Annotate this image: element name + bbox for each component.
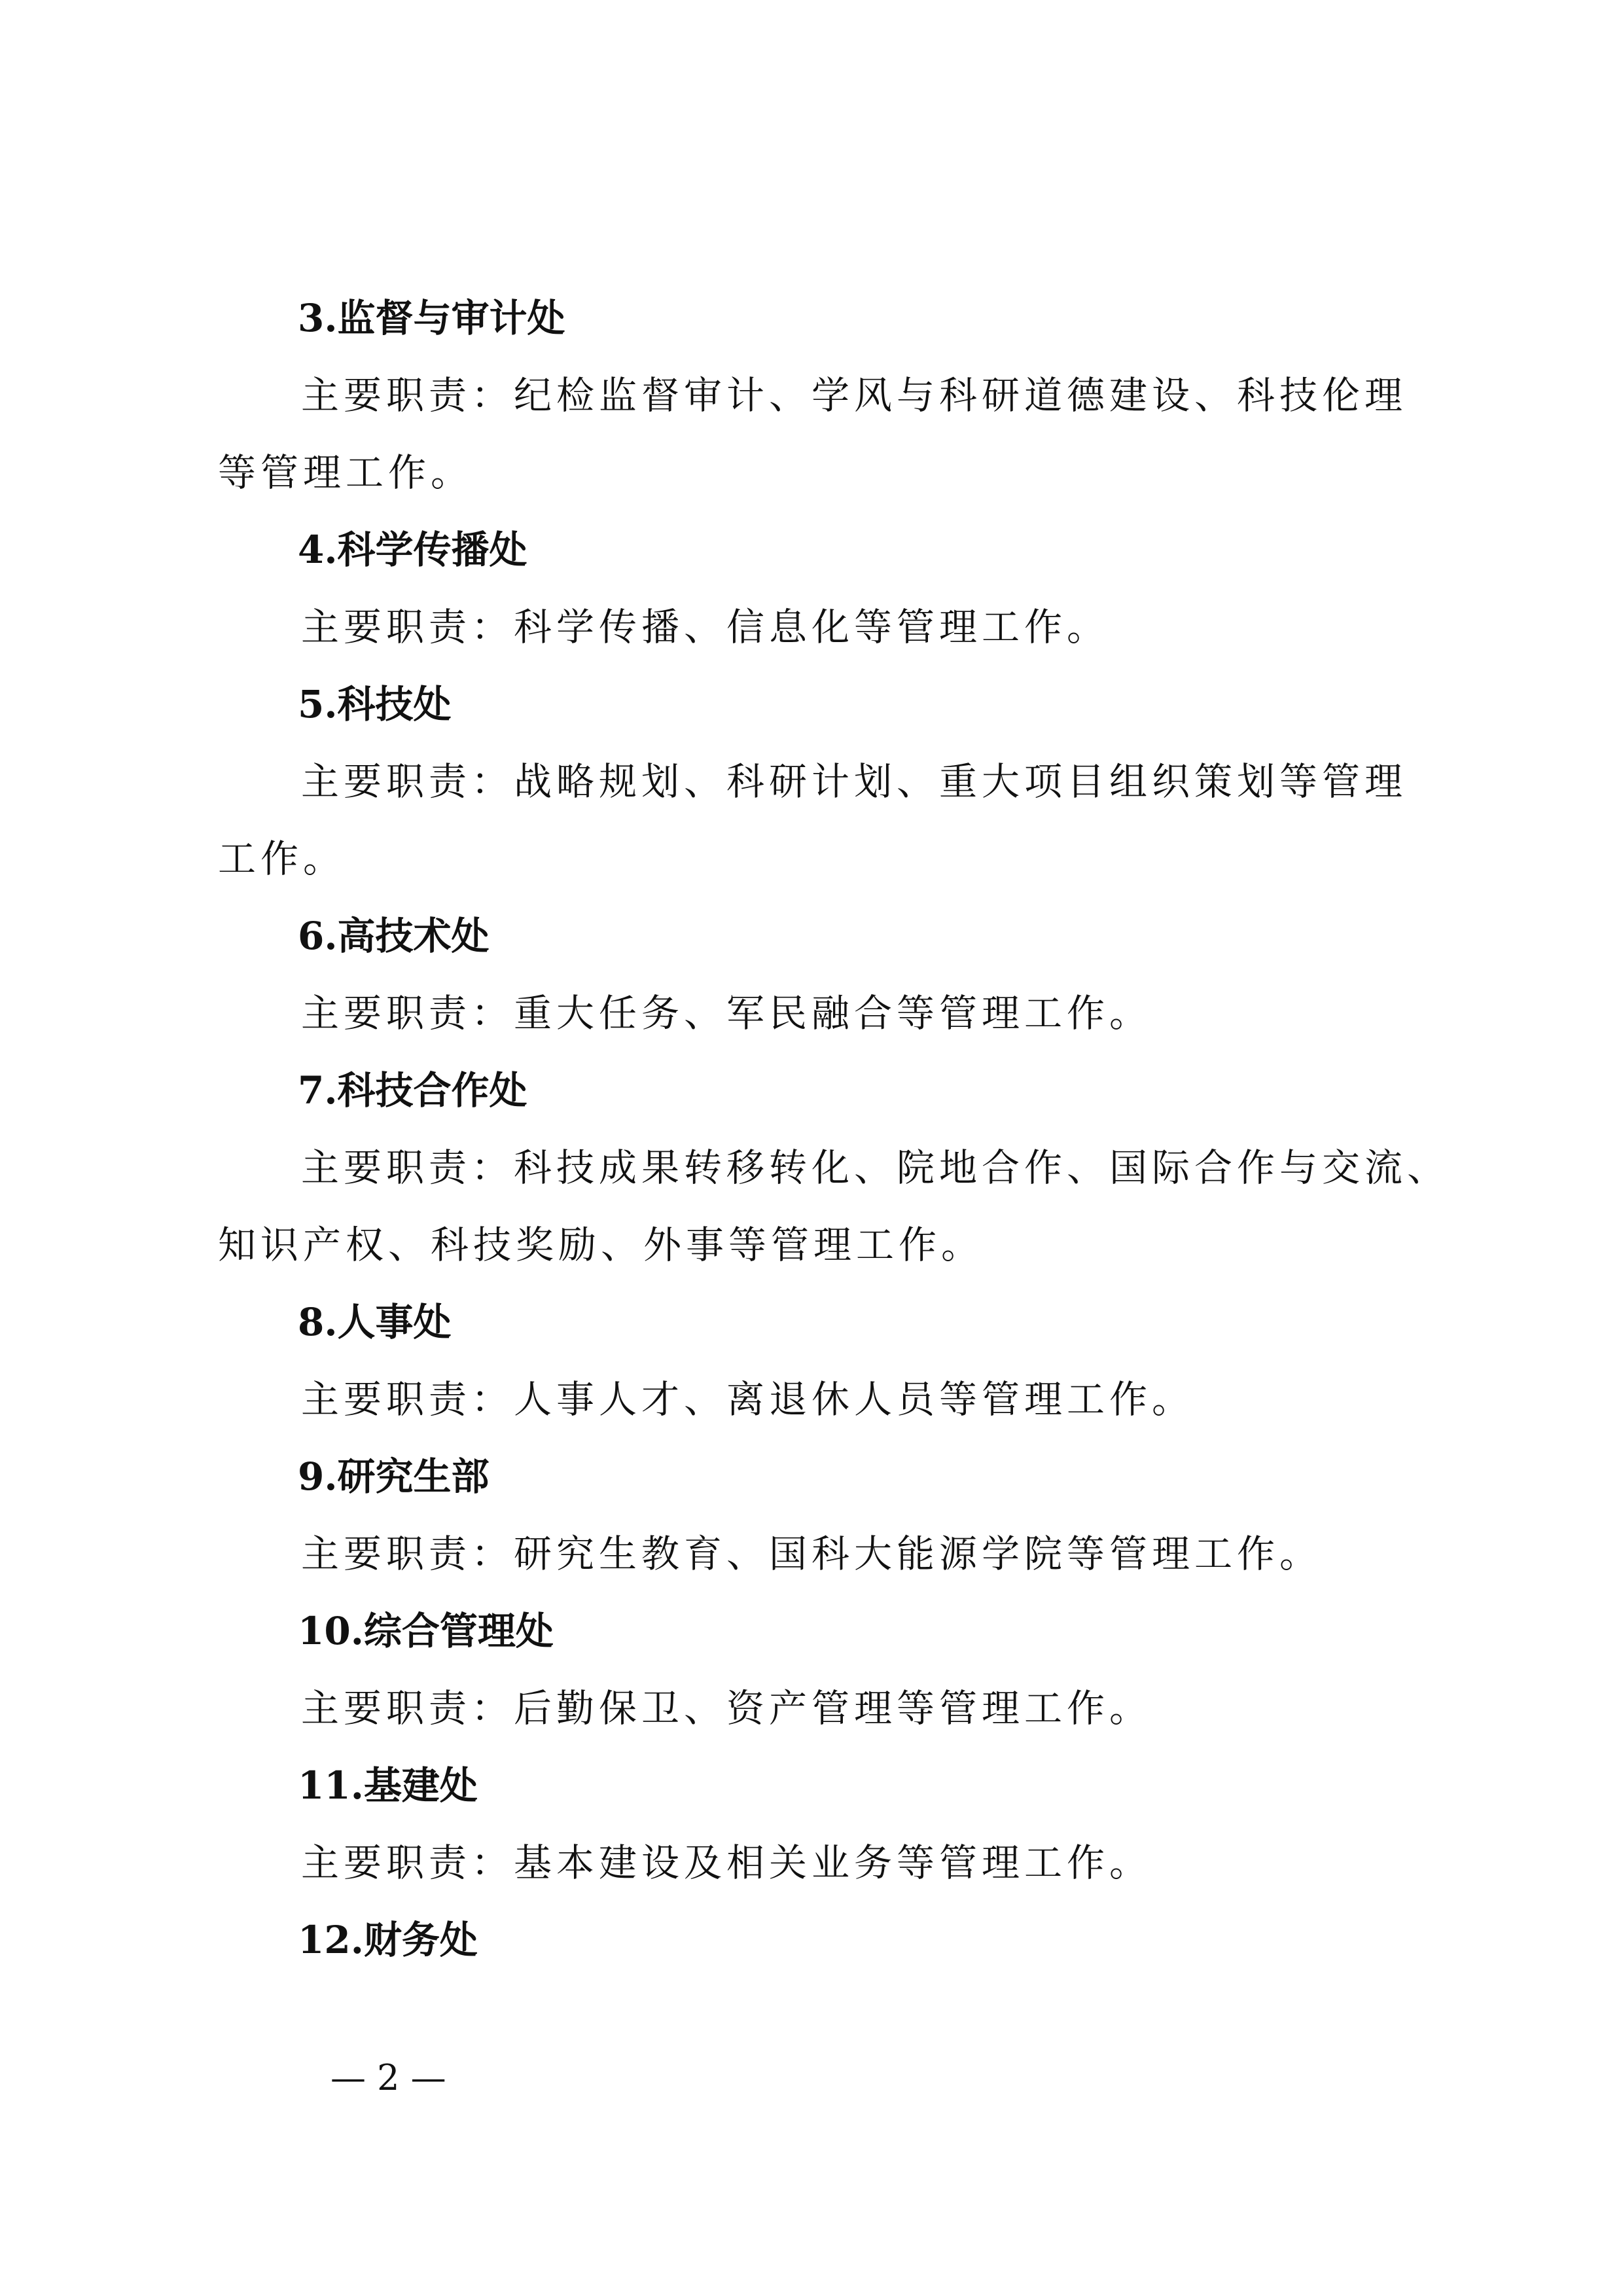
section-heading: 12.财务处 [298,1918,478,1962]
page-number: — 2 — [330,2057,446,2098]
section-heading: 10.综合管理处 [298,1609,554,1653]
section-heading: 5.科技处 [298,682,452,726]
section-duty-line: 主要职责：人事人才、离退休人员等管理工作。 [301,1377,1195,1422]
section-duty-line: 工作。 [218,836,346,881]
section-duty-line: 等管理工作。 [218,450,474,495]
section-heading: 11.基建处 [298,1763,478,1808]
section-heading: 3.监督与审计处 [298,296,565,340]
section-heading: 9.研究生部 [298,1454,490,1499]
section-heading: 6.高技术处 [298,914,490,958]
section-heading: 7.科技合作处 [298,1068,527,1113]
section-duty-line: 主要职责：后勤保卫、资产管理等管理工作。 [301,1686,1152,1731]
section-duty-line: 主要职责：基本建设及相关业务等管理工作。 [301,1840,1152,1885]
section-duty-line: 主要职责：战略规划、科研计划、重大项目组织策划等管理 [301,759,1408,804]
section-duty-line: 主要职责：重大任务、军民融合等管理工作。 [301,991,1152,1035]
section-duty-line: 知识产权、科技奖励、外事等管理工作。 [218,1223,984,1267]
section-heading: 8.人事处 [298,1300,452,1344]
section-duty-line: 主要职责：科学传播、信息化等管理工作。 [301,605,1110,649]
section-duty-line: 主要职责：科技成果转移转化、院地合作、国际合作与交流、 [301,1145,1450,1190]
section-heading: 4.科学传播处 [298,528,527,572]
section-duty-line: 主要职责：纪检监督审计、学风与科研道德建设、科技伦理 [301,373,1408,418]
section-duty-line: 主要职责：研究生教育、国科大能源学院等管理工作。 [301,1532,1323,1576]
